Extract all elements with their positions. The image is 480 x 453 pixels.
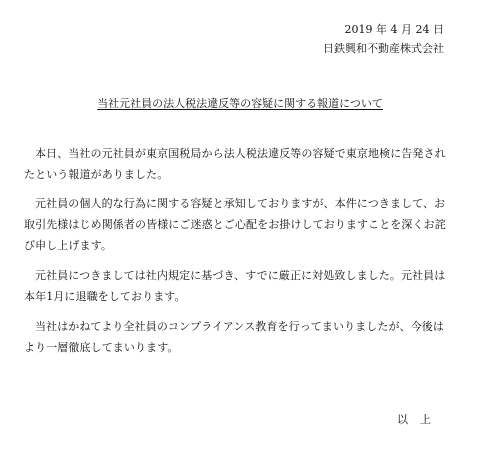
body-paragraph-4: 当社はかねてより全社員のコンプライアンス教育を行ってまいりましたが、今後はより一層徹底してまいります。 [24,320,444,354]
document-title-container [0,96,480,112]
company-name: 日鉄興和不動産株式会社 [323,42,444,55]
document-date: 2019 年 4 月 24 日 [344,23,444,36]
document-title: 当社元社員の法人税法違反等の容疑に関する報道について [97,97,383,110]
body-paragraph-2: 元社員の個人的な行為に関する容疑と承知しておりますが、本件につきまして、お取引先様はじめ関係者の皆様にご迷惑とご心配をお掛けしておりますことを深くお詫び申し上げます。 [24,197,446,252]
body-paragraph-3: 元社員につきましては社内規定に基づき、すでに厳正に対処致しました。元社員は本年1月に退職をしております。 [24,269,446,303]
body-paragraph-1: 本日、当社の元社員が東京国税局から法人税法違反等の容疑で東京地検に告発されたという報道がありました。 [24,147,446,181]
closing-mark: 以上 [397,413,443,426]
